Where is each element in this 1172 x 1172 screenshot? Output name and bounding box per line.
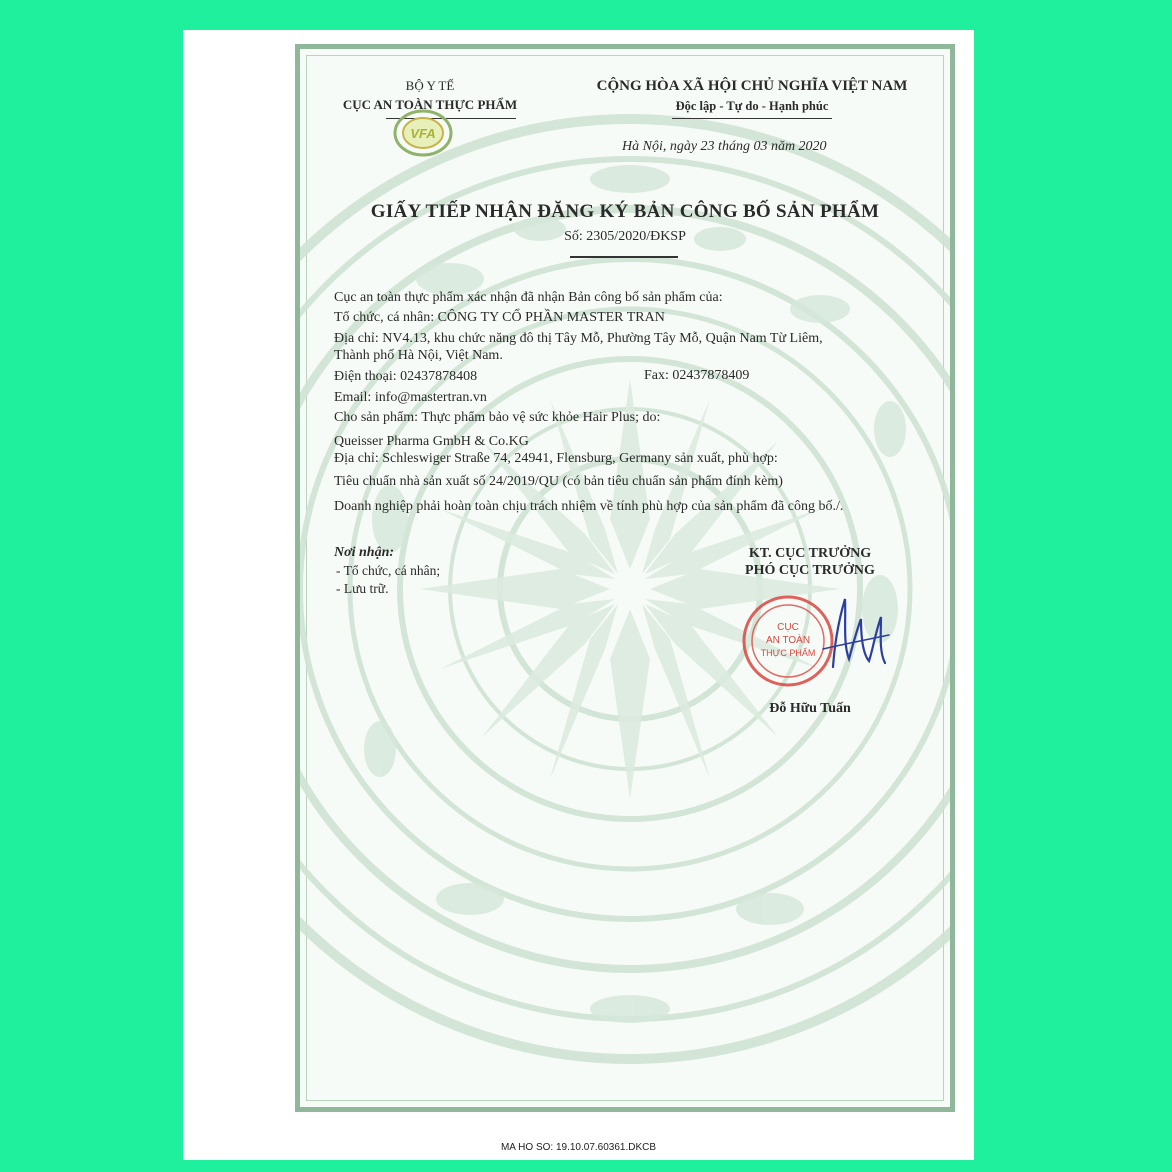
country-header — [562, 76, 942, 116]
svg-text:AN TOÀN: AN TOÀN — [765, 635, 811, 646]
certificate-frame — [295, 44, 955, 1112]
signatory-line-1: KT. CỤC TRƯỞNG — [748, 546, 872, 561]
body-line-8: Queisser Pharma GmbH & Co.KG — [334, 434, 529, 449]
issue-date: Hà Nội, ngày 23 tháng 03 năm 2020 — [622, 139, 827, 154]
body-line-2: Tổ chức, cá nhân: CÔNG TY CỔ PHẦN MASTER TRAN — [334, 310, 665, 325]
vfa-logo-icon — [392, 107, 454, 159]
fax-line: Fax: 02437878409 — [644, 368, 750, 383]
svg-text:VFA: VFA — [410, 126, 436, 141]
phone-line: Điện thoại: 02437878408 — [334, 369, 478, 384]
body-line-4: Thành phố Hà Nội, Việt Nam. — [334, 348, 503, 363]
signatory-title — [710, 545, 910, 579]
recipient-item: - Lưu trữ. — [336, 581, 389, 596]
agency-name: CỤC AN TOÀN THỰC PHẨM — [342, 97, 518, 112]
motto-underline — [672, 118, 832, 119]
document-page — [183, 30, 974, 1160]
body-line-7: Cho sản phẩm: Thực phẩm bảo vệ sức khỏe Hair Plus; do: — [334, 410, 661, 425]
country-name: CỘNG HÒA XÃ HỘI CHỦ NGHĨA VIỆT NAM — [596, 78, 908, 94]
svg-text:THỰC PHẨM: THỰC PHẨM — [760, 648, 816, 658]
document-number: Số: 2305/2020/ĐKSP — [564, 229, 686, 244]
signatory-line-2: PHÓ CỤC TRƯỞNG — [745, 563, 875, 578]
body-line-1: Cục an toàn thực phẩm xác nhận đã nhận Bản công bố sản phẩm của: — [334, 290, 723, 305]
svg-text:CỤC: CỤC — [777, 622, 799, 633]
recipients-title: Nơi nhận: — [334, 545, 395, 560]
title-underline — [570, 256, 678, 258]
motto: Độc lập - Tự do - Hạnh phúc — [675, 99, 829, 113]
signer-name: Đỗ Hữu Tuấn — [769, 701, 851, 716]
body-line-10: Tiêu chuẩn nhà sản xuất số 24/2019/QU (có bản tiêu chuẩn sản phẩm đính kèm) — [334, 474, 783, 489]
dossier-code: MA HO SO: 19.10.07.60361.DKCB — [500, 1142, 657, 1153]
body-line-9: Địa chỉ: Schleswiger Straße 74, 24941, Flensburg, Germany sản xuất, phù hợp: — [334, 451, 778, 466]
recipient-item: - Tổ chức, cá nhân; — [336, 563, 441, 578]
handwritten-signature-icon — [815, 589, 895, 679]
document-title: GIẤY TIẾP NHẬN ĐĂNG KÝ BẢN CÔNG BỐ SẢN PHẨM — [370, 201, 880, 222]
body-line-11: Doanh nghiệp phải hoàn toàn chịu trách nhiệm về tính phù hợp của sản phẩm đã công bố./. — [334, 499, 844, 514]
email-line: Email: info@mastertran.vn — [334, 390, 487, 405]
body-line-3: Địa chỉ: NV4.13, khu chức năng đô thị Tây Mỗ, Phường Tây Mỗ, Quận Nam Từ Liêm, — [334, 331, 823, 346]
ministry-name: BỘ Y TẾ — [405, 78, 455, 93]
